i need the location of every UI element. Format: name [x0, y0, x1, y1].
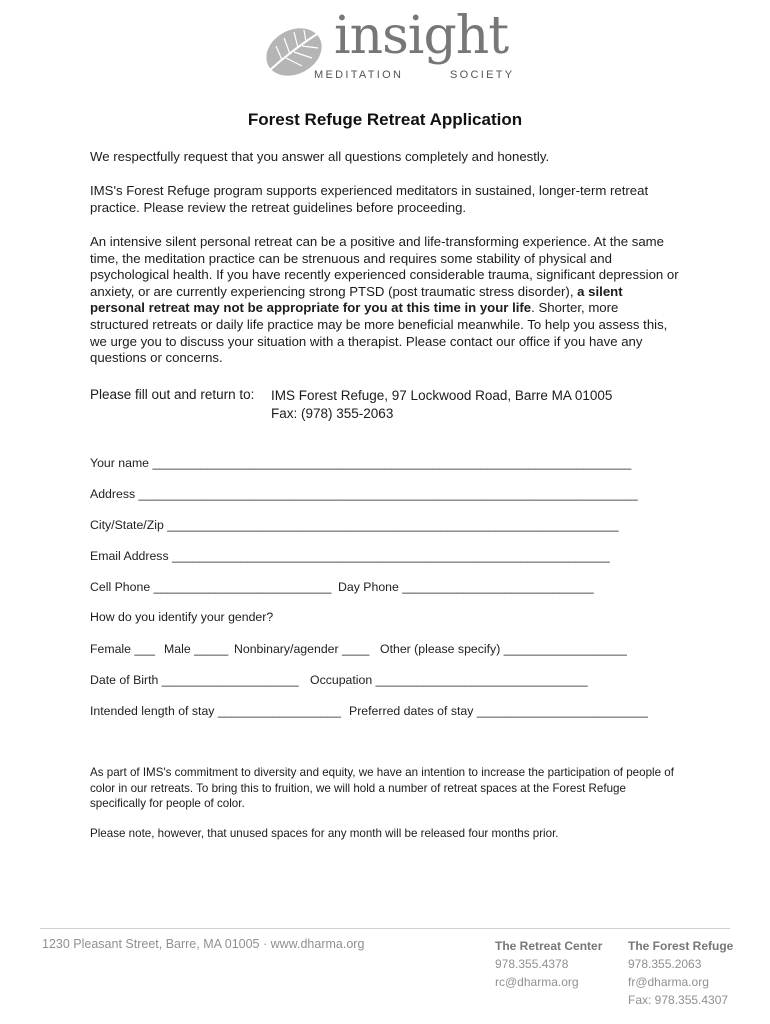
ims-logo: [262, 6, 515, 84]
footer-divider: [40, 928, 730, 929]
page-title: Forest Refuge Retreat Application: [247, 110, 523, 129]
p3-bold: a silent personal retreat may not be appropriate for you at this time in your life: [90, 283, 623, 316]
footer-address: 1230 Pleasant Street, Barre, MA 01005 · www.dharma.org: [42, 937, 365, 951]
logo-wordmark: insight: [334, 6, 509, 66]
day-phone-field[interactable]: Day Phone ____________________________: [338, 580, 594, 594]
return-address: [271, 387, 612, 423]
occupation-field[interactable]: Occupation _______________________________: [310, 673, 588, 687]
logo-meditation: MEDITATION: [314, 69, 404, 81]
forest-refuge-contact: [628, 937, 733, 1009]
p3-start: An intensive silent personal retreat can be a positive and life-transforming experience. At the same time, the meditation practice can be strenuous and requires some stability of physical and psychological health. If you have recently experienced considerable trauma, significant depression or anxiety, or are currently experiencing strong PTSD (post traumatic stress disorder),: [90, 234, 679, 299]
retreat-center-contact: [495, 937, 602, 991]
forest-refuge-heading: The Forest Refuge: [628, 939, 734, 953]
cell-phone-field[interactable]: Cell Phone __________________________: [90, 580, 332, 594]
address-field[interactable]: Address _________________________________________________________________________: [90, 487, 638, 501]
nonbinary-option[interactable]: Nonbinary/agender ____: [234, 642, 370, 656]
intro-paragraph-1: We respectfully request that you answer all questions completely and honestly.: [90, 149, 550, 164]
length-of-stay-field[interactable]: Intended length of stay __________________: [90, 704, 341, 718]
forest-refuge-email: fr@dharma.org: [628, 975, 709, 989]
intro-paragraph-2: IMS's Forest Refuge program supports experienced meditators in sustained, longer-term retreat practice. Please review the retreat guidelines before proceeding.: [90, 183, 649, 215]
gender-question: How do you identify your gender?: [90, 610, 274, 624]
return-fax: Fax: (978) 355-2063: [271, 406, 394, 421]
diversity-paragraph: As part of IMS's commitment to diversity and equity, we have an intention to increase the participation of people of color in our retreats. To bring this to fruition, we will hold a number of retreat spaces at the Forest Refuge specifically for people of color.: [90, 766, 674, 810]
forest-refuge-phone: 978.355.2063: [628, 957, 702, 971]
retreat-center-phone: 978.355.4378: [495, 957, 569, 971]
other-gender-field[interactable]: Other (please specify) __________________: [380, 642, 627, 656]
return-street: IMS Forest Refuge, 97 Lockwood Road, Barre MA 01005: [271, 388, 613, 403]
retreat-center-email: rc@dharma.org: [495, 975, 579, 989]
retreat-center-heading: The Retreat Center: [495, 939, 603, 953]
city-state-zip-field[interactable]: City/State/Zip __________________________________________________________________: [90, 518, 619, 532]
intro-paragraph-3: [90, 234, 680, 367]
p3-end: . Shorter, more structured retreats or daily life practice may be more beneficial meanwhile. To help you assess this, we urge you to discuss your situation with a therapist. Please contact our office if you have any questions or concerns.: [90, 300, 668, 366]
forest-refuge-fax: Fax: 978.355.4307: [628, 993, 729, 1007]
male-option[interactable]: Male _____: [164, 642, 229, 656]
release-note: Please note, however, that unused spaces for any month will be released four months prior.: [90, 827, 559, 840]
logo-society: SOCIETY: [450, 69, 515, 81]
email-field[interactable]: Email Address ________________________________________________________________: [90, 549, 610, 563]
preferred-dates-field[interactable]: Preferred dates of stay _________________________: [349, 704, 648, 718]
female-option[interactable]: Female ___: [90, 642, 155, 656]
name-field[interactable]: Your name ______________________________________________________________________: [90, 456, 632, 470]
date-of-birth-field[interactable]: Date of Birth ____________________: [90, 673, 299, 687]
return-label: Please fill out and return to:: [90, 387, 255, 402]
